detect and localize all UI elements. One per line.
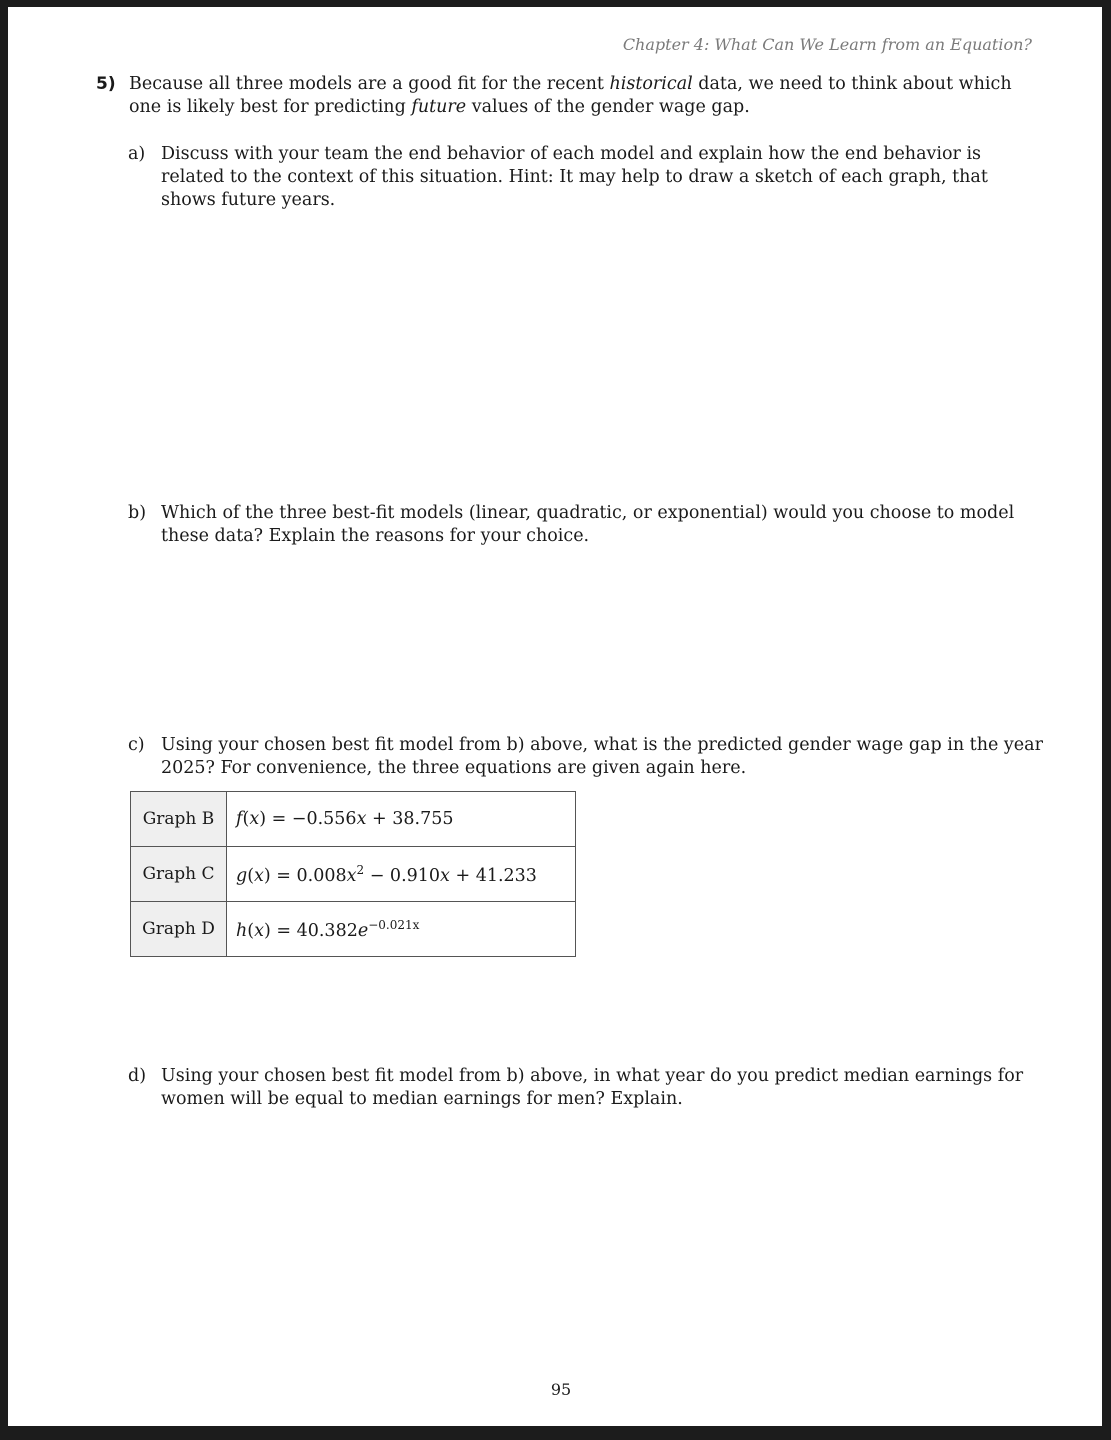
equations-table (130, 791, 576, 957)
part-a-label: a) (128, 144, 146, 164)
eq-var: x (356, 809, 367, 829)
chapter-header: Chapter 4: What Can We Learn from an Equation? (622, 35, 1032, 54)
eq-var: x (440, 865, 450, 886)
question-text-part: Because all three models are a good fit for the recent (129, 74, 610, 94)
eq-var: x (254, 920, 264, 941)
eq-term: + 38.755 (366, 809, 454, 829)
part-c-text: Using your chosen best fit model from b) above, what is the predicted gender wage gap in the year 2025? For convenience, the three equations are given again here. (161, 735, 1043, 778)
eq-base: e (357, 920, 369, 941)
question-emphasis-historical: historical (609, 74, 693, 94)
eq-var: x (249, 809, 260, 829)
part-b (128, 502, 1048, 548)
eq-term: + 41.233 (449, 865, 537, 886)
part-d-text: Using your chosen best fit model from b) above, in what year do you predict median earnings for women will be equal to median earnings for men? Explain. (161, 1066, 1024, 1109)
graph-c-label: Graph C (131, 847, 227, 902)
eq-term: = −0.556 (266, 809, 357, 829)
question-number: 5) (96, 74, 116, 94)
eq-fn: h (236, 920, 248, 941)
table-row (131, 902, 576, 957)
eq-fn: g (236, 865, 248, 886)
part-a-text: Discuss with your team the end behavior of each model and explain how the end behavior is related to the context of this situation. Hint: It may help to draw a sketch of each graph, that shows future years. (161, 144, 988, 210)
linear-equation: f(x) = −0.556x + 38.755 (227, 792, 576, 847)
part-b-text: Which of the three best-fit models (linear, quadratic, or exponential) would you choose to model these data? Explain the reasons for your choice. (161, 503, 1015, 546)
question-5-text (129, 73, 1024, 119)
question-text-part: data, we need to think about which one is likely best for predicting (129, 74, 1012, 117)
eq-fn: f (236, 809, 243, 829)
graph-d-label: Graph D (131, 902, 227, 957)
worksheet-page (8, 7, 1102, 1426)
part-c-label: c) (128, 735, 145, 755)
part-b-label: b) (128, 503, 147, 523)
exponential-equation: $h(x) = 40.382e^{-0.021x}$ (227, 902, 576, 957)
quadratic-equation: $g(x) = 0.008x^2 - 0.910x + 41.233$ (227, 847, 576, 902)
eq-exponent: 2 (356, 862, 365, 877)
part-c (128, 734, 1048, 780)
page-number: 95 (550, 1380, 572, 1399)
part-a (128, 143, 1048, 212)
part-d (128, 1065, 1048, 1111)
part-d-label: d) (128, 1066, 147, 1086)
table-row (131, 792, 576, 847)
eq-term: = 40.382 (270, 920, 358, 941)
eq-var: x (346, 865, 357, 886)
eq-term: − 0.910 (364, 865, 441, 886)
question-emphasis-future: future (411, 97, 467, 117)
eq-var: x (254, 865, 264, 886)
eq-term: = 0.008 (270, 865, 347, 886)
graph-b-label: Graph B (131, 792, 227, 847)
table-row (131, 847, 576, 902)
question-text-part: values of the gender wage gap. (466, 97, 750, 117)
question-5 (96, 73, 1026, 119)
eq-exponent: −0.021x (368, 917, 420, 932)
